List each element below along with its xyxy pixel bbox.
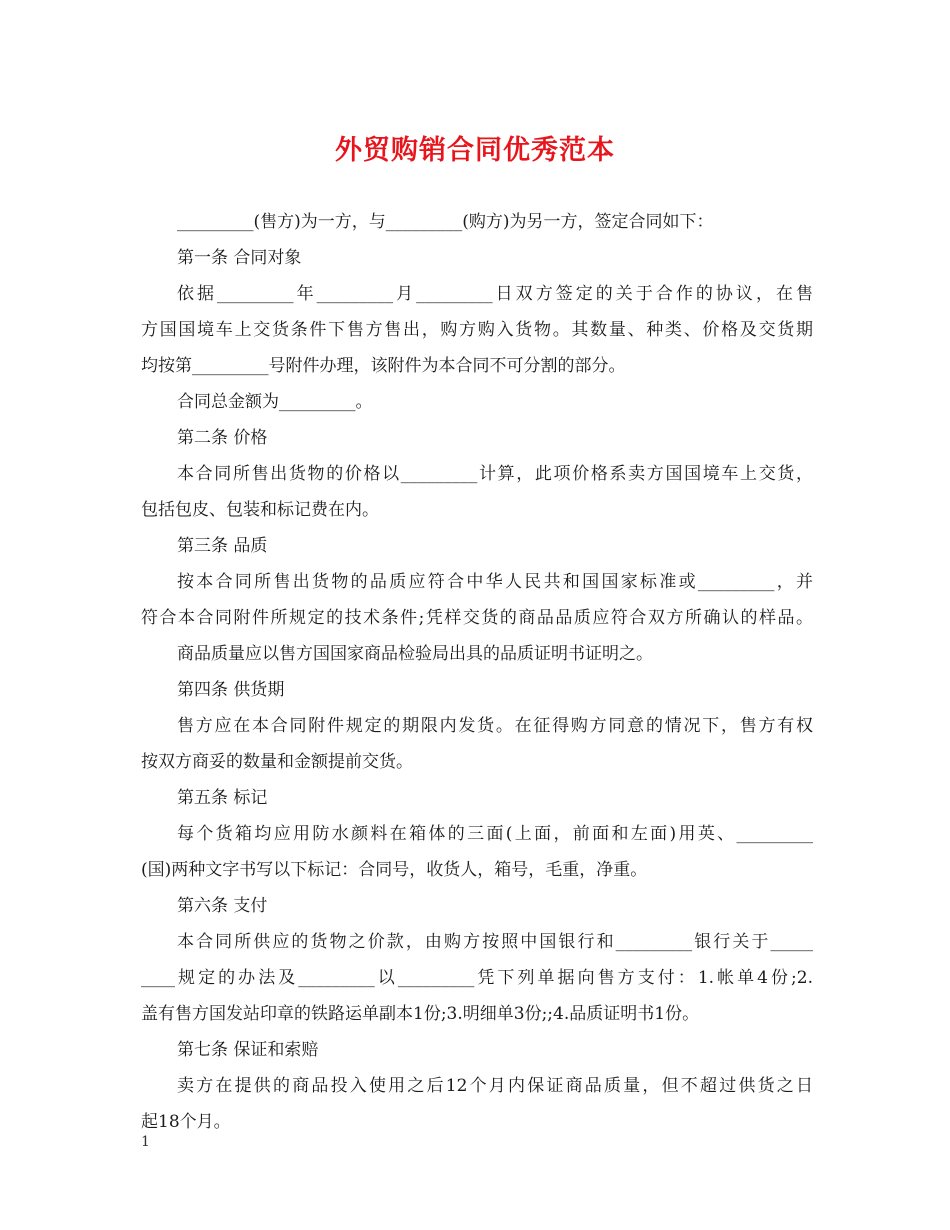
paragraph-line: 盖有售方国发站印章的铁路运单副本1份;3.明细单3份;;4.品质证明书1份。 (141, 1004, 700, 1024)
article-heading: 第三条 品质 (177, 536, 268, 556)
paragraph-line: 合同总金额为_________。 (177, 392, 373, 412)
page-number: 1 (141, 1134, 150, 1150)
article-heading: 第五条 标记 (177, 788, 268, 808)
paragraph-line: 起18个月。 (141, 1112, 231, 1132)
paragraph-line: 按本合同所售出货物的品质应符合中华人民共和国国家标准或_________，并 (177, 572, 813, 592)
paragraph-line: 符合本合同附件所规定的技术条件;凭样交货的商品品质应符合双方所确认的样品。 (141, 608, 813, 628)
paragraph-line: (国)两种文字书写以下标记：合同号，收货人，箱号，毛重，净重。 (141, 860, 648, 880)
paragraph-line: _________(售方)为一方，与_________(购方)为另一方，签定合同如下： (177, 212, 714, 232)
paragraph-line: 本合同所供应的货物之价款，由购方按照中国银行和_________银行关于_____ (177, 932, 813, 952)
article-heading: 第六条 支付 (177, 896, 268, 916)
document-body (141, 204, 813, 1140)
paragraph-line: 包括包皮、包装和标记费在内。 (141, 500, 379, 520)
article-heading: 第一条 合同对象 (177, 248, 302, 268)
paragraph-line: 卖方在提供的商品投入使用之后12个月内保证商品质量，但不超过供货之日 (177, 1076, 813, 1096)
paragraph-line: 售方应在本合同附件规定的期限内发货。在征得购方同意的情况下，售方有权 (177, 716, 813, 736)
document-title: 外贸购销合同优秀范本 (335, 135, 615, 166)
article-heading: 第七条 保证和索赔 (177, 1040, 319, 1060)
paragraph-line: 均按第_________号附件办理，该附件为本合同不可分割的部分。 (141, 356, 626, 376)
paragraph-line: 本合同所售出货物的价格以_________计算，此项价格系卖方国国境车上交货， (177, 464, 813, 484)
paragraph-line: 每个货箱均应用防水颜料在箱体的三面(上面，前面和左面)用英、_________ (177, 824, 813, 844)
article-heading: 第四条 供货期 (177, 680, 285, 700)
paragraph-line: 商品质量应以售方国国家商品检验局出具的品质证明书证明之。 (177, 644, 653, 664)
paragraph-line: 按双方商妥的数量和金额提前交货。 (141, 752, 413, 772)
paragraph-line: 依据_________年_________月_________日双方签定的关于合作的协议，在售 (177, 284, 813, 304)
paragraph-line: 方国国境车上交货条件下售方售出，购方购入货物。其数量、种类、价格及交货期 (141, 320, 813, 340)
article-heading: 第二条 价格 (177, 428, 268, 448)
paragraph-line: ____规定的办法及_________以_________凭下列单据向售方支付：1.帐单4份;2. (141, 968, 813, 988)
